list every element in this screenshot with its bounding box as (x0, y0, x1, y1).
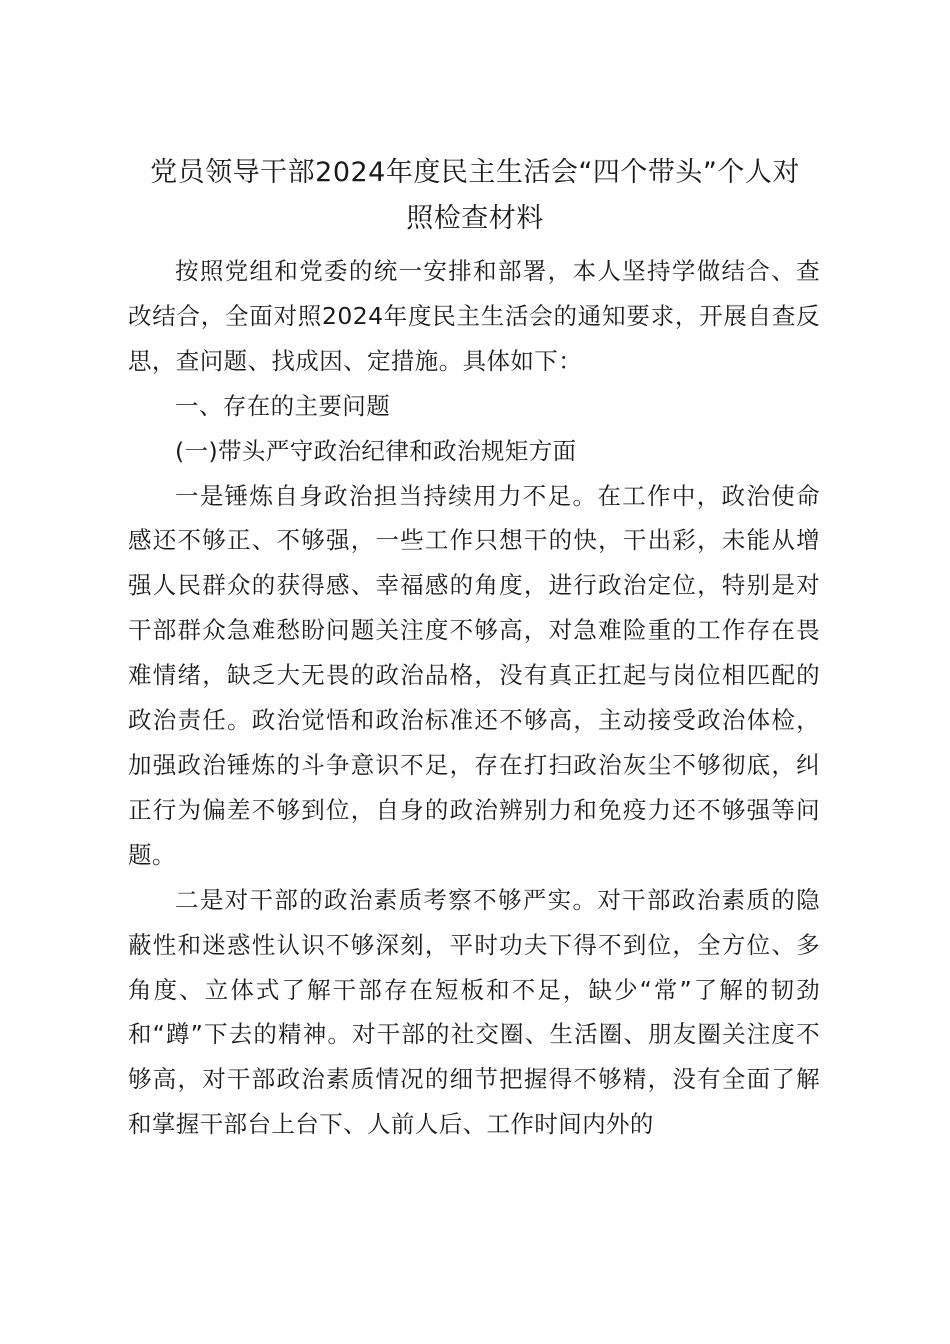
body-paragraph: 一是锤炼自身政治担当持续用力不足。在工作中，政治使命感还不够正、不够强，一些工作只想干的快，干出彩，未能从增强人民群众的获得感、幸福感的角度，进行政治定位，特别是对干部群众急难愁盼问题关注度不够高，对急难险重的工作存在畏难情绪，缺乏大无畏的政治品格，没有真正扛起与岗位相匹配的政治责任。政治觉悟和政治标准还不够高，主动接受政治体检，加强政治锤炼的斗争意识不足，存在打扫政治灰尘不够彻底，纠正行为偏差不够到位，自身的政治辨别力和免疫力还不够强等问题。 (128, 481, 820, 869)
subsection-heading: (一)带头严守政治纪律和政治规矩方面 (175, 436, 577, 465)
title-line-2: 照检查材料 (406, 203, 544, 234)
title-line-1: 党员领导干部2024年度民主生活会“四个带头”个人对 (150, 157, 800, 188)
intro-paragraph: 按照党组和党委的统一安排和部署，本人坚持学做结合、查改结合，全面对照2024年度民主生活会的通知要求，开展自查反思，查问题、找成因、定措施。具体如下： (128, 257, 820, 375)
document-title (110, 150, 840, 242)
section-heading: 一、存在的主要问题 (175, 391, 391, 420)
body-paragraph: 二是对干部的政治素质考察不够严实。对干部政治素质的隐蔽性和迷惑性认识不够深刻，平时功夫下得不到位，全方位、多角度、立体式了解干部存在短板和不足，缺少“常”了解的韧劲和“蹲”下去的精神。对干部的社交圈、生活圈、朋友圈关注度不够高，对干部政治素质情况的细节把握得不够精，没有全面了解和掌握干部台上台下、人前人后、工作时间内外的 (128, 885, 820, 1139)
document-body (128, 249, 820, 1147)
